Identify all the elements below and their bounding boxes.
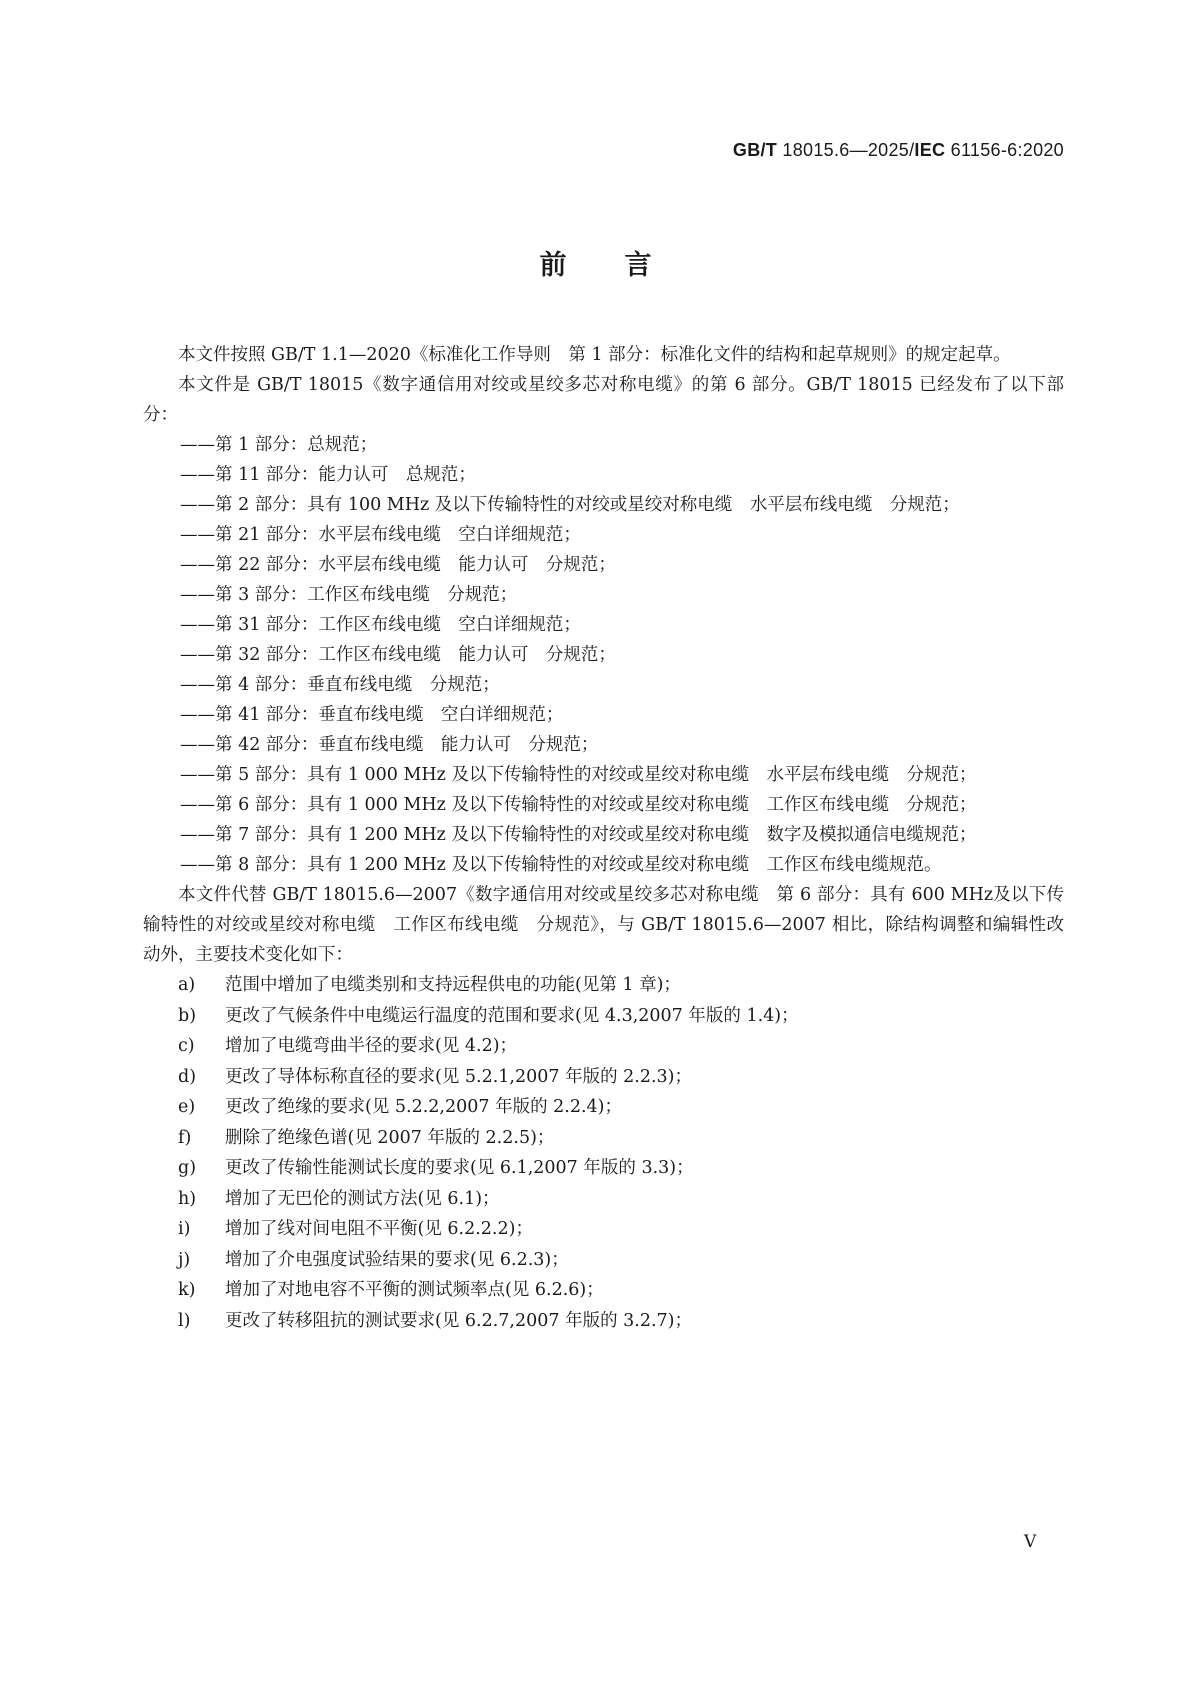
parts-list-item: ——第 8 部分：具有 1 200 MHz 及以下传输特性的对绞或星绞对称电缆 工作区布线电缆规范。: [180, 855, 942, 875]
parts-list-item: ——第 5 部分：具有 1 000 MHz 及以下传输特性的对绞或星绞对称电缆 水平层布线电缆 分规范；: [180, 765, 977, 785]
parts-list: [143, 430, 1064, 880]
change-marker: a): [178, 975, 196, 995]
paragraph-drafting-rules: 本文件按照 GB/T 1.1—2020《标准化工作导则 第 1 部分：标准化文件的结构和起草规则》的规定起草。: [178, 345, 1011, 365]
change-item: [143, 1275, 1064, 1306]
header-iec-number: 61156-6:2020: [945, 140, 1064, 160]
change-item: [143, 1062, 1064, 1093]
change-marker: f): [178, 1127, 192, 1148]
change-text: 更改了导体标称直径的要求(见 5.2.1,2007 年版的 2.2.3)；: [225, 1066, 692, 1087]
parts-list-item: ——第 31 部分：工作区布线电缆 空白详细规范；: [180, 615, 581, 635]
change-item: [143, 1031, 1064, 1062]
change-text: 删除了绝缘色谱(见 2007 年版的 2.2.5)；: [225, 1127, 555, 1148]
parts-list-item: ——第 32 部分：工作区布线电缆 能力认可 分规范；: [180, 645, 616, 665]
change-item: [143, 970, 1064, 1001]
parts-list-item: ——第 42 部分：垂直布线电缆 能力认可 分规范；: [180, 735, 599, 755]
change-text: 增加了对地电容不平衡的测试频率点(见 6.2.6)；: [225, 1280, 604, 1300]
change-item: [143, 1306, 1064, 1337]
change-item: [143, 1092, 1064, 1123]
change-item: [143, 1245, 1064, 1276]
parts-list-item: ——第 6 部分：具有 1 000 MHz 及以下传输特性的对绞或星绞对称电缆 工作区布线电缆 分规范；: [180, 795, 977, 815]
parts-list-item: ——第 22 部分：水平层布线电缆 能力认可 分规范；: [180, 555, 616, 575]
change-item: [143, 1184, 1064, 1215]
paragraph-replacement-statement: 本文件代替 GB/T 18015.6—2007《数字通信用对绞或星绞多芯对称电缆 第 6 部分：具有 600 MHz及以下传输特性的对绞或星绞对称电缆 工作区布线电缆 分规范》，与 GB/T 18015.6—2007 相比，除结构调整和编辑性改动外，主要技术变化如下：: [143, 885, 1064, 965]
header-prefix: GB/T: [732, 140, 778, 160]
change-text: 更改了传输性能测试长度的要求(见 6.1,2007 年版的 3.3)；: [225, 1158, 694, 1178]
change-marker: j): [178, 1249, 191, 1270]
parts-list-item: ——第 11 部分：能力认可 总规范；: [180, 465, 476, 485]
change-text: 更改了气候条件中电缆运行温度的范围和要求(见 4.3,2007 年版的 1.4)；: [225, 1005, 799, 1026]
change-marker: h): [178, 1188, 197, 1209]
change-text: 范围中增加了电缆类别和支持远程供电的功能(见第 1 章)；: [225, 975, 681, 995]
change-marker: b): [178, 1005, 197, 1026]
parts-list-item: ——第 4 部分：垂直布线电缆 分规范；: [180, 675, 500, 695]
change-item: [143, 1214, 1064, 1245]
page-number: V: [1024, 1532, 1037, 1552]
parts-list-item: ——第 1 部分：总规范；: [180, 435, 378, 455]
document-header: [733, 140, 1064, 161]
change-marker: k): [178, 1280, 196, 1300]
parts-list-item: ——第 41 部分：垂直布线电缆 空白详细规范；: [180, 705, 564, 725]
change-text: 增加了电缆弯曲半径的要求(见 4.2)；: [225, 1036, 518, 1056]
parts-list-item: ——第 7 部分：具有 1 200 MHz 及以下传输特性的对绞或星绞对称电缆 数字及模拟通信电缆规范；: [180, 825, 977, 845]
change-item: [143, 1153, 1064, 1184]
change-text: 增加了介电强度试验结果的要求(见 6.2.3)；: [225, 1249, 569, 1270]
change-text: 增加了线对间电阻不平衡(见 6.2.2.2)；: [225, 1219, 533, 1239]
change-marker: e): [178, 1097, 196, 1117]
change-marker: i): [178, 1219, 191, 1239]
page-body: [143, 340, 1064, 1336]
parts-list-item: ——第 21 部分：水平层布线电缆 空白详细规范；: [180, 525, 581, 545]
change-marker: g): [178, 1158, 197, 1178]
change-item: [143, 1001, 1064, 1032]
header-iec: IEC: [914, 140, 946, 160]
change-item: [143, 1123, 1064, 1154]
change-marker: l): [178, 1310, 191, 1331]
paragraph-series-intro: 本文件是 GB/T 18015《数字通信用对绞或星绞多芯对称电缆》的第 6 部分。GB/T 18015 已经发布了以下部分：: [143, 375, 1064, 425]
changes-list: [143, 970, 1064, 1336]
change-marker: d): [178, 1066, 197, 1087]
change-text: 增加了无巴伦的测试方法(见 6.1)；: [225, 1188, 500, 1209]
parts-list-item: ——第 3 部分：工作区布线电缆 分规范；: [180, 585, 518, 605]
change-marker: c): [178, 1036, 195, 1056]
change-text: 更改了转移阻抗的测试要求(见 6.2.7,2007 年版的 3.2.7)；: [225, 1310, 692, 1331]
page-title: 前言: [539, 250, 710, 281]
parts-list-item: ——第 2 部分：具有 100 MHz 及以下传输特性的对绞或星绞对称电缆 水平层布线电缆 分规范；: [180, 495, 960, 515]
change-text: 更改了绝缘的要求(见 5.2.2,2007 年版的 2.2.4)；: [225, 1097, 622, 1117]
header-standard-number: 18015.6—2025/: [777, 140, 915, 160]
